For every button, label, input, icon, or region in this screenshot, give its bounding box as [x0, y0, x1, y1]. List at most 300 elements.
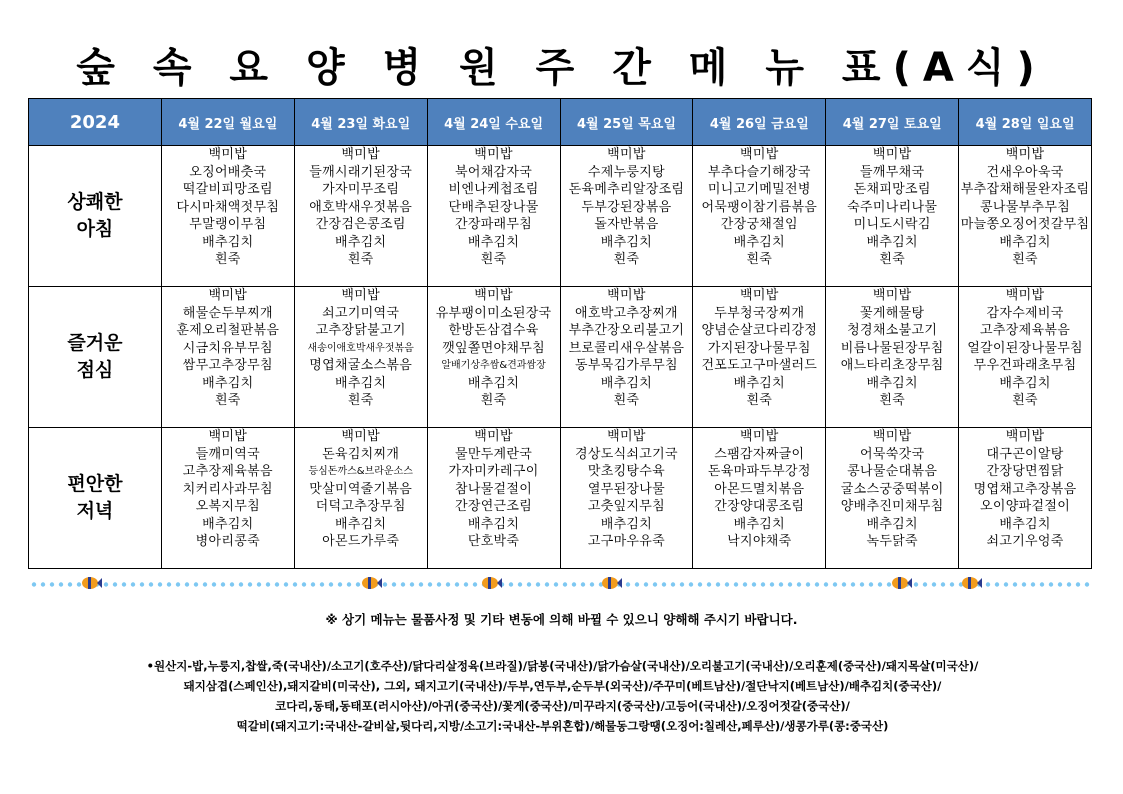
menu-item: 흰죽 — [1012, 393, 1038, 408]
menu-item: 새송이애호박새우젓볶음 — [307, 342, 414, 354]
menu-item: 브로콜리새우살볶음 — [568, 340, 685, 356]
menu-item: 배추김치 — [733, 375, 786, 391]
menu-item: 배추김치 — [334, 234, 387, 250]
menu-item: 흰죽 — [613, 252, 640, 267]
menu-item: 치커리사과무침 — [182, 481, 273, 497]
bubble-icon — [770, 582, 774, 586]
menu-item: 백미밥 — [474, 429, 513, 444]
menu-cell — [959, 146, 1092, 287]
menu-item: 명엽채고추장볶음 — [973, 481, 1077, 497]
menu-cell — [294, 146, 427, 287]
menu-item: 아몬드멸치볶음 — [714, 481, 805, 497]
bubble-icon — [266, 582, 270, 586]
meal-label-line: 상쾌한 — [67, 191, 123, 213]
menu-item: 양배추진미채무침 — [840, 499, 944, 514]
meal-label-line: 편안한 — [67, 473, 123, 495]
bubble-icon — [167, 582, 171, 586]
menu-item: 청경채소불고기 — [847, 323, 938, 338]
menu-item: 해물순두부찌개 — [182, 305, 273, 321]
bubble-icon — [878, 582, 882, 586]
bubble-icon — [419, 582, 423, 586]
bubble-icon — [914, 582, 918, 586]
menu-item: 돈채피망조림 — [853, 182, 931, 197]
bubble-icon — [572, 582, 576, 586]
bubble-icon — [473, 582, 477, 586]
menu-item: 두부청국장찌개 — [714, 305, 805, 321]
bubble-icon — [392, 582, 396, 586]
menu-cell — [427, 146, 560, 287]
menu-item: 백미밥 — [1005, 288, 1045, 303]
bubble-icon — [833, 582, 837, 586]
menu-item: 백미밥 — [740, 429, 779, 444]
menu-item: 양념순살코다리강정 — [701, 323, 818, 338]
menu-item: 배추김치 — [999, 375, 1051, 391]
bubble-icon — [1085, 582, 1089, 586]
bubble-icon — [734, 582, 738, 586]
menu-item: 백미밥 — [1005, 429, 1045, 444]
menu-item: 콩나물순대볶음 — [847, 464, 938, 479]
bubble-icon — [653, 582, 657, 586]
menu-item: 더덕고추장무침 — [315, 499, 406, 514]
bubble-icon — [77, 582, 81, 586]
menu-item: 백미밥 — [208, 288, 248, 303]
fish-icon — [82, 577, 102, 589]
menu-item: 백미밥 — [872, 147, 912, 162]
bubble-icon — [149, 582, 153, 586]
menu-item: 어묵팽이참기름볶음 — [701, 199, 818, 215]
menu-item: 고구마우유죽 — [587, 534, 666, 549]
menu-item: 녹두닭죽 — [866, 534, 918, 549]
bubble-icon — [1058, 582, 1062, 586]
menu-cell — [693, 146, 826, 287]
bubble-icon — [68, 582, 72, 586]
menu-item: 백미밥 — [607, 288, 646, 303]
bubble-icon — [410, 582, 414, 586]
menu-item: 감자수제비국 — [986, 305, 1064, 321]
menu-cell — [161, 428, 294, 569]
origin-line: •원산지-밥,누룽지,찹쌀,죽(국내산)/소고기(호주산)/닭다리살정육(브라질)/닭봉(국내산)/닭가슴살(국내산)/오리불고기(국내산)/오리훈제(중국산)/돼지목살(미국산)/ — [146, 659, 979, 673]
menu-item: 배추김치 — [202, 375, 254, 391]
menu-cell — [826, 287, 959, 428]
bubble-icon — [680, 582, 684, 586]
bubble-icon — [1040, 582, 1044, 586]
meal-label-line: 점심 — [76, 359, 114, 381]
bubble-icon — [239, 582, 243, 586]
menu-item: 배추김치 — [334, 375, 387, 391]
bubble-icon — [923, 582, 927, 586]
bubble-icon — [1013, 582, 1017, 586]
menu-item: 낙지야채죽 — [727, 534, 792, 549]
meal-row — [29, 428, 1092, 569]
menu-cell — [959, 287, 1092, 428]
bubble-icon — [1004, 582, 1008, 586]
weekly-menu-table — [28, 98, 1092, 569]
menu-item: 흰죽 — [214, 252, 241, 267]
meal-row — [29, 287, 1092, 428]
bubble-icon — [941, 582, 945, 586]
menu-item: 열무된장나물 — [587, 481, 666, 497]
fish-icon — [892, 577, 912, 589]
menu-item: 맛초킹탕수육 — [587, 464, 666, 479]
bubble-icon — [527, 582, 531, 586]
bubble-icon — [887, 582, 891, 586]
bubble-icon — [158, 582, 162, 586]
menu-item: 백미밥 — [474, 288, 513, 303]
menu-item: 물만두계란국 — [454, 446, 533, 462]
bubble-icon — [995, 582, 999, 586]
bubble-icon — [50, 582, 54, 586]
bubble-icon — [590, 582, 594, 586]
menu-item: 수제누룽지탕 — [587, 164, 666, 180]
year-cell: 2024 — [29, 99, 162, 146]
bubble-icon — [131, 582, 135, 586]
meal-label-line: 아침 — [76, 218, 114, 240]
menu-item: 배추김치 — [600, 516, 653, 532]
bubble-icon — [221, 582, 225, 586]
menu-item: 배추김치 — [733, 516, 786, 532]
menu-item: 흰죽 — [347, 393, 374, 408]
bubble-icon — [842, 582, 846, 586]
menu-item: 배추김치 — [467, 516, 520, 532]
menu-item: 배추김치 — [467, 234, 520, 250]
menu-cell — [560, 146, 693, 287]
menu-item: 흰죽 — [613, 393, 640, 408]
bubble-icon — [698, 582, 702, 586]
menu-item: 단배추된장나물 — [448, 199, 539, 215]
menu-item: 백미밥 — [341, 288, 380, 303]
menu-cell — [161, 287, 294, 428]
bubble-icon — [275, 582, 279, 586]
day-header: 4월 23일 화요일 — [294, 99, 427, 146]
bubble-icon — [1049, 582, 1053, 586]
menu-item: 간장양대콩조림 — [714, 499, 805, 514]
origin-info — [40, 656, 1085, 736]
menu-item: 미니고기메밀전병 — [707, 182, 811, 197]
menu-item: 백미밥 — [607, 147, 646, 162]
menu-item: 훈제오리철판볶음 — [176, 323, 280, 338]
menu-item: 흰죽 — [746, 252, 773, 267]
menu-item: 부추간장오리불고기 — [568, 323, 685, 338]
menu-item: 간장당면찜닭 — [986, 464, 1064, 479]
menu-item: 가지된장나물무침 — [707, 340, 811, 356]
bubble-icon — [932, 582, 936, 586]
menu-item: 미니도시락김 — [853, 217, 931, 232]
menu-item: 흰죽 — [1012, 252, 1038, 267]
menu-item: 백미밥 — [740, 288, 779, 303]
bubble-icon — [194, 582, 198, 586]
menu-item: 굴소스궁중떡볶이 — [840, 481, 944, 497]
bubble-icon — [311, 582, 315, 586]
menu-item: 한방돈삼겹수육 — [448, 323, 539, 338]
menu-item: 돈육마파두부강정 — [707, 464, 811, 479]
bubble-icon — [752, 582, 756, 586]
bubble-icon — [257, 582, 261, 586]
menu-item: 흰죽 — [214, 393, 241, 408]
bubble-icon — [248, 582, 252, 586]
menu-item: 떡갈비피망조림 — [182, 182, 273, 197]
bubble-icon — [707, 582, 711, 586]
menu-item: 배추김치 — [202, 516, 254, 532]
menu-item: 흰죽 — [879, 393, 906, 408]
menu-item: 백미밥 — [872, 429, 912, 444]
fish-icon — [602, 577, 622, 589]
menu-item: 단호박죽 — [467, 534, 520, 549]
menu-item: 건새우아욱국 — [986, 164, 1064, 180]
bubble-icon — [518, 582, 522, 586]
bubble-icon — [347, 582, 351, 586]
bubble-icon — [689, 582, 693, 586]
menu-item: 배추김치 — [866, 375, 918, 391]
bubble-icon — [1076, 582, 1080, 586]
menu-item: 백미밥 — [740, 147, 779, 162]
menu-item: 꽃게해물탕 — [860, 305, 925, 321]
fish-icon — [482, 577, 502, 589]
day-header: 4월 24일 수요일 — [427, 99, 560, 146]
menu-item: 숙주미나리나물 — [847, 199, 938, 215]
menu-item: 아몬드가루죽 — [322, 534, 400, 549]
menu-item: 오복지무침 — [195, 499, 260, 514]
meal-row — [29, 146, 1092, 287]
bubble-icon — [1022, 582, 1026, 586]
bubble-icon — [140, 582, 144, 586]
menu-item: 고춧잎지무침 — [587, 499, 666, 514]
menu-item: 얼갈이된장나물무침 — [967, 340, 1083, 356]
bubble-icon — [113, 582, 117, 586]
menu-item: 돈육김치찌개 — [322, 446, 400, 462]
bubble-icon — [788, 582, 792, 586]
day-header: 4월 22일 월요일 — [161, 99, 294, 146]
day-header: 4월 26일 금요일 — [693, 99, 826, 146]
bubble-icon — [446, 582, 450, 586]
origin-line: 돼지삼겹(스페인산),돼지갈비(미국산), 그외, 돼지고기(국내산)/두부,연두부,순두부(외국산)/주꾸미(베트남산)/절단낙지(베트남산)/배추김치(중국산)/ — [183, 679, 942, 693]
menu-item: 오징어배춧국 — [189, 164, 267, 180]
menu-item: 경상도식쇠고기국 — [575, 446, 678, 462]
bubble-icon — [536, 582, 540, 586]
menu-item: 건포도고구마샐러드 — [701, 358, 818, 373]
menu-item: 간장파래무침 — [454, 217, 533, 232]
bubble-icon — [338, 582, 342, 586]
bubble-icon — [383, 582, 387, 586]
menu-item: 병아리콩죽 — [195, 534, 260, 549]
bubble-icon — [950, 582, 954, 586]
bubble-icon — [824, 582, 828, 586]
fish-icon — [962, 577, 982, 589]
menu-item: 두부강된장볶음 — [581, 199, 672, 215]
meal-label-line: 즐거운 — [67, 332, 123, 354]
menu-item: 북어채감자국 — [454, 164, 533, 180]
meal-label — [29, 428, 162, 569]
menu-item: 쇠고기우엉죽 — [986, 534, 1064, 549]
menu-item: 흰죽 — [879, 252, 906, 267]
bubble-icon — [671, 582, 675, 586]
menu-item: 고추장닭불고기 — [315, 323, 406, 338]
menu-item: 흰죽 — [480, 393, 507, 408]
page-title: 숲 속 요 양 병 원 주 간 메 뉴 표(A식) — [76, 45, 1047, 91]
menu-item: 백미밥 — [872, 288, 912, 303]
bubble-icon — [176, 582, 180, 586]
menu-item: 간장검은콩조림 — [315, 217, 406, 232]
menu-cell — [294, 428, 427, 569]
menu-cell — [294, 287, 427, 428]
meal-label-line: 저녁 — [76, 500, 114, 522]
bubble-icon — [41, 582, 45, 586]
bubble-icon — [509, 582, 513, 586]
bubble-icon — [644, 582, 648, 586]
header-row — [29, 99, 1092, 146]
menu-item: 가자미무조림 — [322, 182, 400, 197]
menu-cell — [427, 287, 560, 428]
menu-item: 비엔나케첩조림 — [448, 182, 539, 197]
bubble-icon — [185, 582, 189, 586]
bubble-icon — [32, 582, 1089, 586]
menu-item: 참나물겉절이 — [454, 481, 533, 497]
menu-item: 애호박고추장찌개 — [575, 305, 678, 321]
menu-item: 스팸감자짜글이 — [714, 446, 805, 462]
menu-cell — [427, 428, 560, 569]
notice-text: ※ 상기 메뉴는 물품사정 및 기타 변동에 의해 바뀔 수 있으니 양해해 주시기 바랍니다. — [325, 612, 798, 627]
menu-item: 애느타리초장무침 — [840, 358, 944, 373]
bubble-icon — [329, 582, 333, 586]
menu-item: 고추장제육볶음 — [980, 323, 1071, 338]
bubble-icon — [986, 582, 990, 586]
bubble-icon — [455, 582, 459, 586]
menu-item: 간장궁채절임 — [720, 217, 798, 232]
bubble-icon — [797, 582, 801, 586]
menu-cell — [826, 428, 959, 569]
menu-item: 배추김치 — [999, 516, 1051, 532]
day-header: 4월 28일 일요일 — [959, 99, 1092, 146]
bubble-icon — [464, 582, 468, 586]
bubble-icon — [203, 582, 207, 586]
bubble-icon — [626, 582, 630, 586]
bubble-icon — [563, 582, 567, 586]
menu-item: 배추김치 — [202, 234, 254, 250]
menu-item: 백미밥 — [208, 429, 248, 444]
bubble-icon — [761, 582, 765, 586]
menu-item: 배추김치 — [733, 234, 786, 250]
menu-item: 흰죽 — [480, 252, 507, 267]
menu-item: 명엽채굴소스볶음 — [309, 358, 413, 373]
day-header: 4월 27일 토요일 — [826, 99, 959, 146]
menu-item: 가자미카레구이 — [448, 464, 539, 479]
menu-item: 부추다슬기해장국 — [707, 164, 811, 180]
bubble-icon — [428, 582, 432, 586]
bubble-icon — [779, 582, 783, 586]
menu-item: 배추김치 — [600, 375, 653, 391]
bubble-icon — [662, 582, 666, 586]
menu-item: 오이양파겉절이 — [980, 499, 1071, 514]
bubble-icon — [59, 582, 63, 586]
bubble-icon — [635, 582, 639, 586]
menu-item: 백미밥 — [341, 429, 380, 444]
bubble-icon — [212, 582, 216, 586]
bubble-icon — [320, 582, 324, 586]
menu-item: 백미밥 — [208, 147, 248, 162]
bubble-icon — [545, 582, 549, 586]
menu-cell — [693, 428, 826, 569]
bubble-icon — [104, 582, 108, 586]
menu-item: 돈육메추리알장조림 — [568, 182, 685, 197]
menu-item: 돌자반볶음 — [594, 217, 659, 232]
menu-item: 백미밥 — [1005, 147, 1045, 162]
bubble-icon — [230, 582, 234, 586]
menu-item: 쌈무고추장무침 — [182, 358, 273, 373]
menu-cell — [560, 287, 693, 428]
menu-item: 무우건파래초무침 — [973, 358, 1077, 373]
bubble-icon — [869, 582, 873, 586]
menu-item: 고추장제육볶음 — [182, 464, 273, 479]
menu-item: 배추김치 — [866, 234, 918, 250]
bubble-icon — [860, 582, 864, 586]
bubble-icon — [1067, 582, 1071, 586]
bubble-icon — [815, 582, 819, 586]
menu-item: 들깨무채국 — [860, 164, 925, 180]
bubble-icon — [581, 582, 585, 586]
menu-cell — [693, 287, 826, 428]
origin-line: 떡갈비(돼지고기:국내산-갈비살,뒷다리,지방/소고기:국내산-부위혼합)/해물동그랑땡(오징어:칠레산,페루산)/생콩가루(콩:중국산) — [236, 719, 889, 733]
menu-item: 쇠고기미역국 — [322, 305, 400, 321]
menu-item: 등심돈까스&브라운소스 — [308, 466, 413, 477]
menu-item: 마늘쫑오징어젓갈무침 — [960, 217, 1090, 232]
menu-item: 백미밥 — [341, 147, 380, 162]
meal-label — [29, 287, 162, 428]
fish-icon — [362, 577, 382, 589]
menu-item: 배추김치 — [467, 375, 520, 391]
bubble-icon — [356, 582, 360, 586]
bubble-icon — [284, 582, 288, 586]
menu-item: 흰죽 — [347, 252, 374, 267]
menu-item: 배추김치 — [600, 234, 653, 250]
menu-cell — [826, 146, 959, 287]
origin-line: 코다리,동태,동태포(러시아산)/아귀(중국산)/꽃게(중국산)/미꾸라지(중국산)/고등어(국내산)/오징어젓갈(중국산)/ — [275, 699, 850, 713]
bubble-icon — [437, 582, 441, 586]
bubble-icon — [716, 582, 720, 586]
day-header: 4월 25일 목요일 — [560, 99, 693, 146]
menu-item: 배추김치 — [334, 516, 387, 532]
menu-item: 무말랭이무침 — [189, 217, 267, 232]
menu-item: 알배기상추쌈&견과쌈장 — [441, 360, 546, 371]
menu-item: 동부묵김가루무침 — [575, 358, 678, 373]
menu-item: 배추김치 — [866, 516, 918, 532]
menu-item: 유부팽이미소된장국 — [435, 305, 552, 321]
bubble-icon — [743, 582, 747, 586]
menu-item: 들깨미역국 — [195, 446, 260, 462]
menu-item: 흰죽 — [746, 393, 773, 408]
menu-item: 간장연근조림 — [454, 499, 533, 514]
bubble-icon — [32, 582, 36, 586]
bubble-icon — [1031, 582, 1035, 586]
meal-label — [29, 146, 162, 287]
bubble-icon — [122, 582, 126, 586]
menu-item: 백미밥 — [607, 429, 646, 444]
menu-item: 비름나물된장무침 — [840, 340, 944, 356]
menu-item: 대구곤이알탕 — [986, 446, 1064, 462]
bubble-icon — [302, 582, 306, 586]
menu-item: 백미밥 — [474, 147, 513, 162]
menu-item: 다시마채액젓무침 — [176, 199, 280, 215]
menu-item: 맛살미역줄기볶음 — [309, 481, 413, 497]
bubble-icon — [725, 582, 729, 586]
menu-cell — [161, 146, 294, 287]
bubble-icon — [293, 582, 297, 586]
bubble-icon — [806, 582, 810, 586]
fish-bubble-divider — [30, 576, 1090, 590]
bubble-icon — [554, 582, 558, 586]
menu-cell — [959, 428, 1092, 569]
menu-item: 배추김치 — [999, 234, 1051, 250]
bubble-icon — [851, 582, 855, 586]
menu-item: 어묵쑥갓국 — [860, 446, 925, 462]
